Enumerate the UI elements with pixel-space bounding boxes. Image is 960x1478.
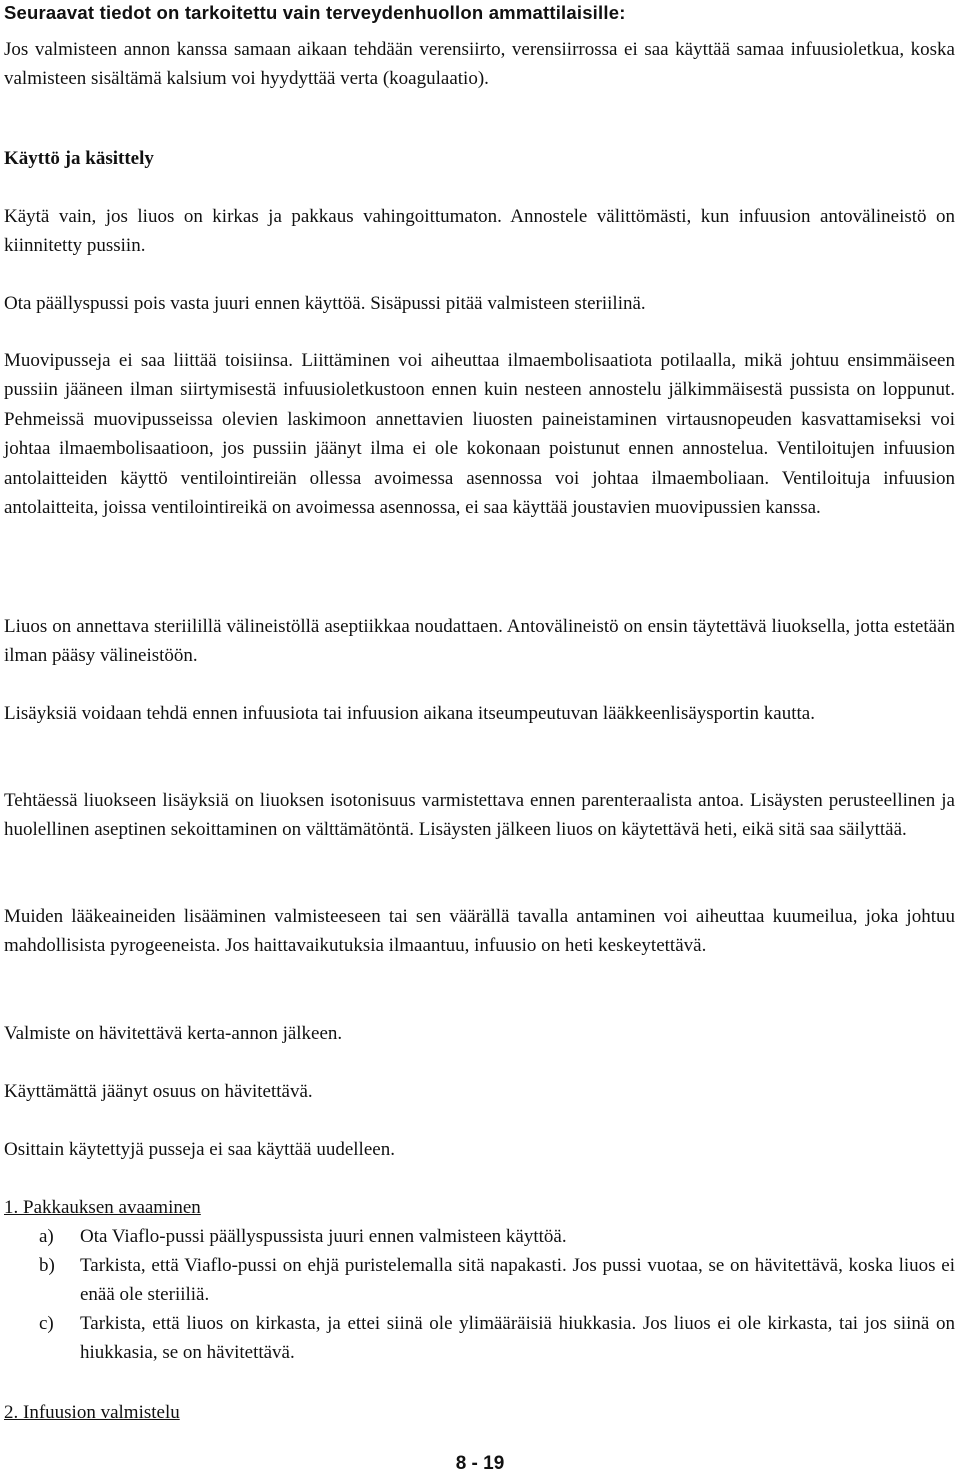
list-item-marker: a) bbox=[39, 1226, 54, 1247]
paragraph-no-series-connection: Muovipusseja ei saa liittää toisiinsa. Liittäminen voi aiheuttaa ilmaembolisaatiota potilaalla, mikä johtuu ensimmäiseen pussiin jääneen ilman siirtymisestä infuusioletkustoon ennen kuin nesteen annostelu jälkimmäisestä pussista on loppunut. Pehmeissä muovipusseissa olevien laskimoon annettavien liuosten paineistaminen virtausnopeuden kasvattamiseksi voi johtaa ilmaembolisaatioon, jos pussiin jäänyt ilma ei ole kokonaan poistunut ennen annostelua. Ventiloitujen infuusion antolaitteiden käyttö ventilointireiän ollessa avoimessa asennossa voi johtaa ilmaemboliaan. Ventiloituja infuusion antolaitteita, joissa ventilointireikä on avoimessa asennossa, ei saa käyttää joustavien muovipussien kanssa. bbox=[4, 350, 955, 519]
paragraph-transfusion: Jos valmisteen annon kanssa samaan aikaan tehdään verensiirto, verensiirrossa ei saa käyttää samaa infuusioletkua, koska valmisteen sisältämä kalsium voi hyydyttää verta (koagulaatio). bbox=[4, 39, 955, 90]
section-title-use-handling: Käyttö ja käsittely bbox=[4, 148, 154, 169]
paragraph-isotonicity: Tehtäessä liuokseen lisäyksiä on liuoksen isotonisuus varmistettava ennen parenteraalista antoa. Lisäysten perusteellinen ja huolellinen aseptinen sekoittaminen on välttämätöntä. Lisäysten jälkeen liuos on käytettävä heti, eikä sitä saa säilyttää. bbox=[4, 790, 955, 841]
paragraph-aseptic-administration: Liuos on annettava steriilillä välineistöllä aseptiikkaa noudattaen. Antovälineistö on ensin täytettävä liuoksella, jotta estetään ilman pääsy välineistöön. bbox=[4, 616, 955, 667]
section-2-title: 2. Infuusion valmistelu bbox=[4, 1402, 180, 1423]
list-item-marker: c) bbox=[39, 1313, 54, 1334]
paragraph-use-only-if-clear: Käytä vain, jos liuos on kirkas ja pakkaus vahingoittumaton. Annostele välittömästi, kun infuusion antovälineistö on kiinnitetty pussiin. bbox=[4, 206, 955, 257]
paragraph-discard-unused: Käyttämättä jäänyt osuus on hävitettävä. bbox=[4, 1081, 313, 1102]
section-1-title: 1. Pakkauksen avaaminen bbox=[4, 1197, 201, 1218]
section-2-heading bbox=[4, 1398, 955, 1427]
paragraph-no-reuse: Osittain käytettyjä pusseja ei saa käyttää uudelleen. bbox=[4, 1139, 395, 1160]
paragraph-pyrogens: Muiden lääkeaineiden lisääminen valmisteeseen tai sen väärällä tavalla antaminen voi aiheuttaa kuumeilua, joka johtuu mahdollisista pyrogeeneista. Jos haittavaikutuksia ilmaantuu, infuusio on heti keskeytettävä. bbox=[4, 906, 955, 957]
list-item-text: Tarkista, että Viaflo-pussi on ehjä puristelemalla sitä napakasti. Jos pussi vuotaa, se on hävitettävä, koska liuos ei enää ole steriiliä. bbox=[80, 1255, 955, 1306]
list-item-text: Tarkista, että liuos on kirkasta, ja ettei siinä ole ylimääräisiä hiukkasia. Jos liuos ei ole kirkasta, tai jos siinä on hiukkasia, se on hävitettävä. bbox=[80, 1313, 955, 1364]
paragraph-discard-single-use: Valmiste on hävitettävä kerta-annon jälkeen. bbox=[4, 1023, 343, 1044]
page-number: 8 - 19 bbox=[455, 1453, 505, 1474]
section-1-heading bbox=[4, 1193, 955, 1222]
paragraph-overpouch: Ota päällyspussi pois vasta juuri ennen käyttöä. Sisäpussi pitää valmisteen steriilinä. bbox=[4, 293, 646, 314]
page-heading: Seuraavat tiedot on tarkoitettu vain terveydenhuollon ammattilaisille: bbox=[4, 2, 626, 23]
paragraph-additions-port: Lisäyksiä voidaan tehdä ennen infuusiota tai infuusion aikana itseumpeutuvan lääkkeenlisäysportin kautta. bbox=[4, 703, 815, 724]
list-item-text: Ota Viaflo-pussi päällyspussista juuri ennen valmisteen käyttöä. bbox=[80, 1226, 567, 1247]
list-item-marker: b) bbox=[39, 1255, 55, 1276]
